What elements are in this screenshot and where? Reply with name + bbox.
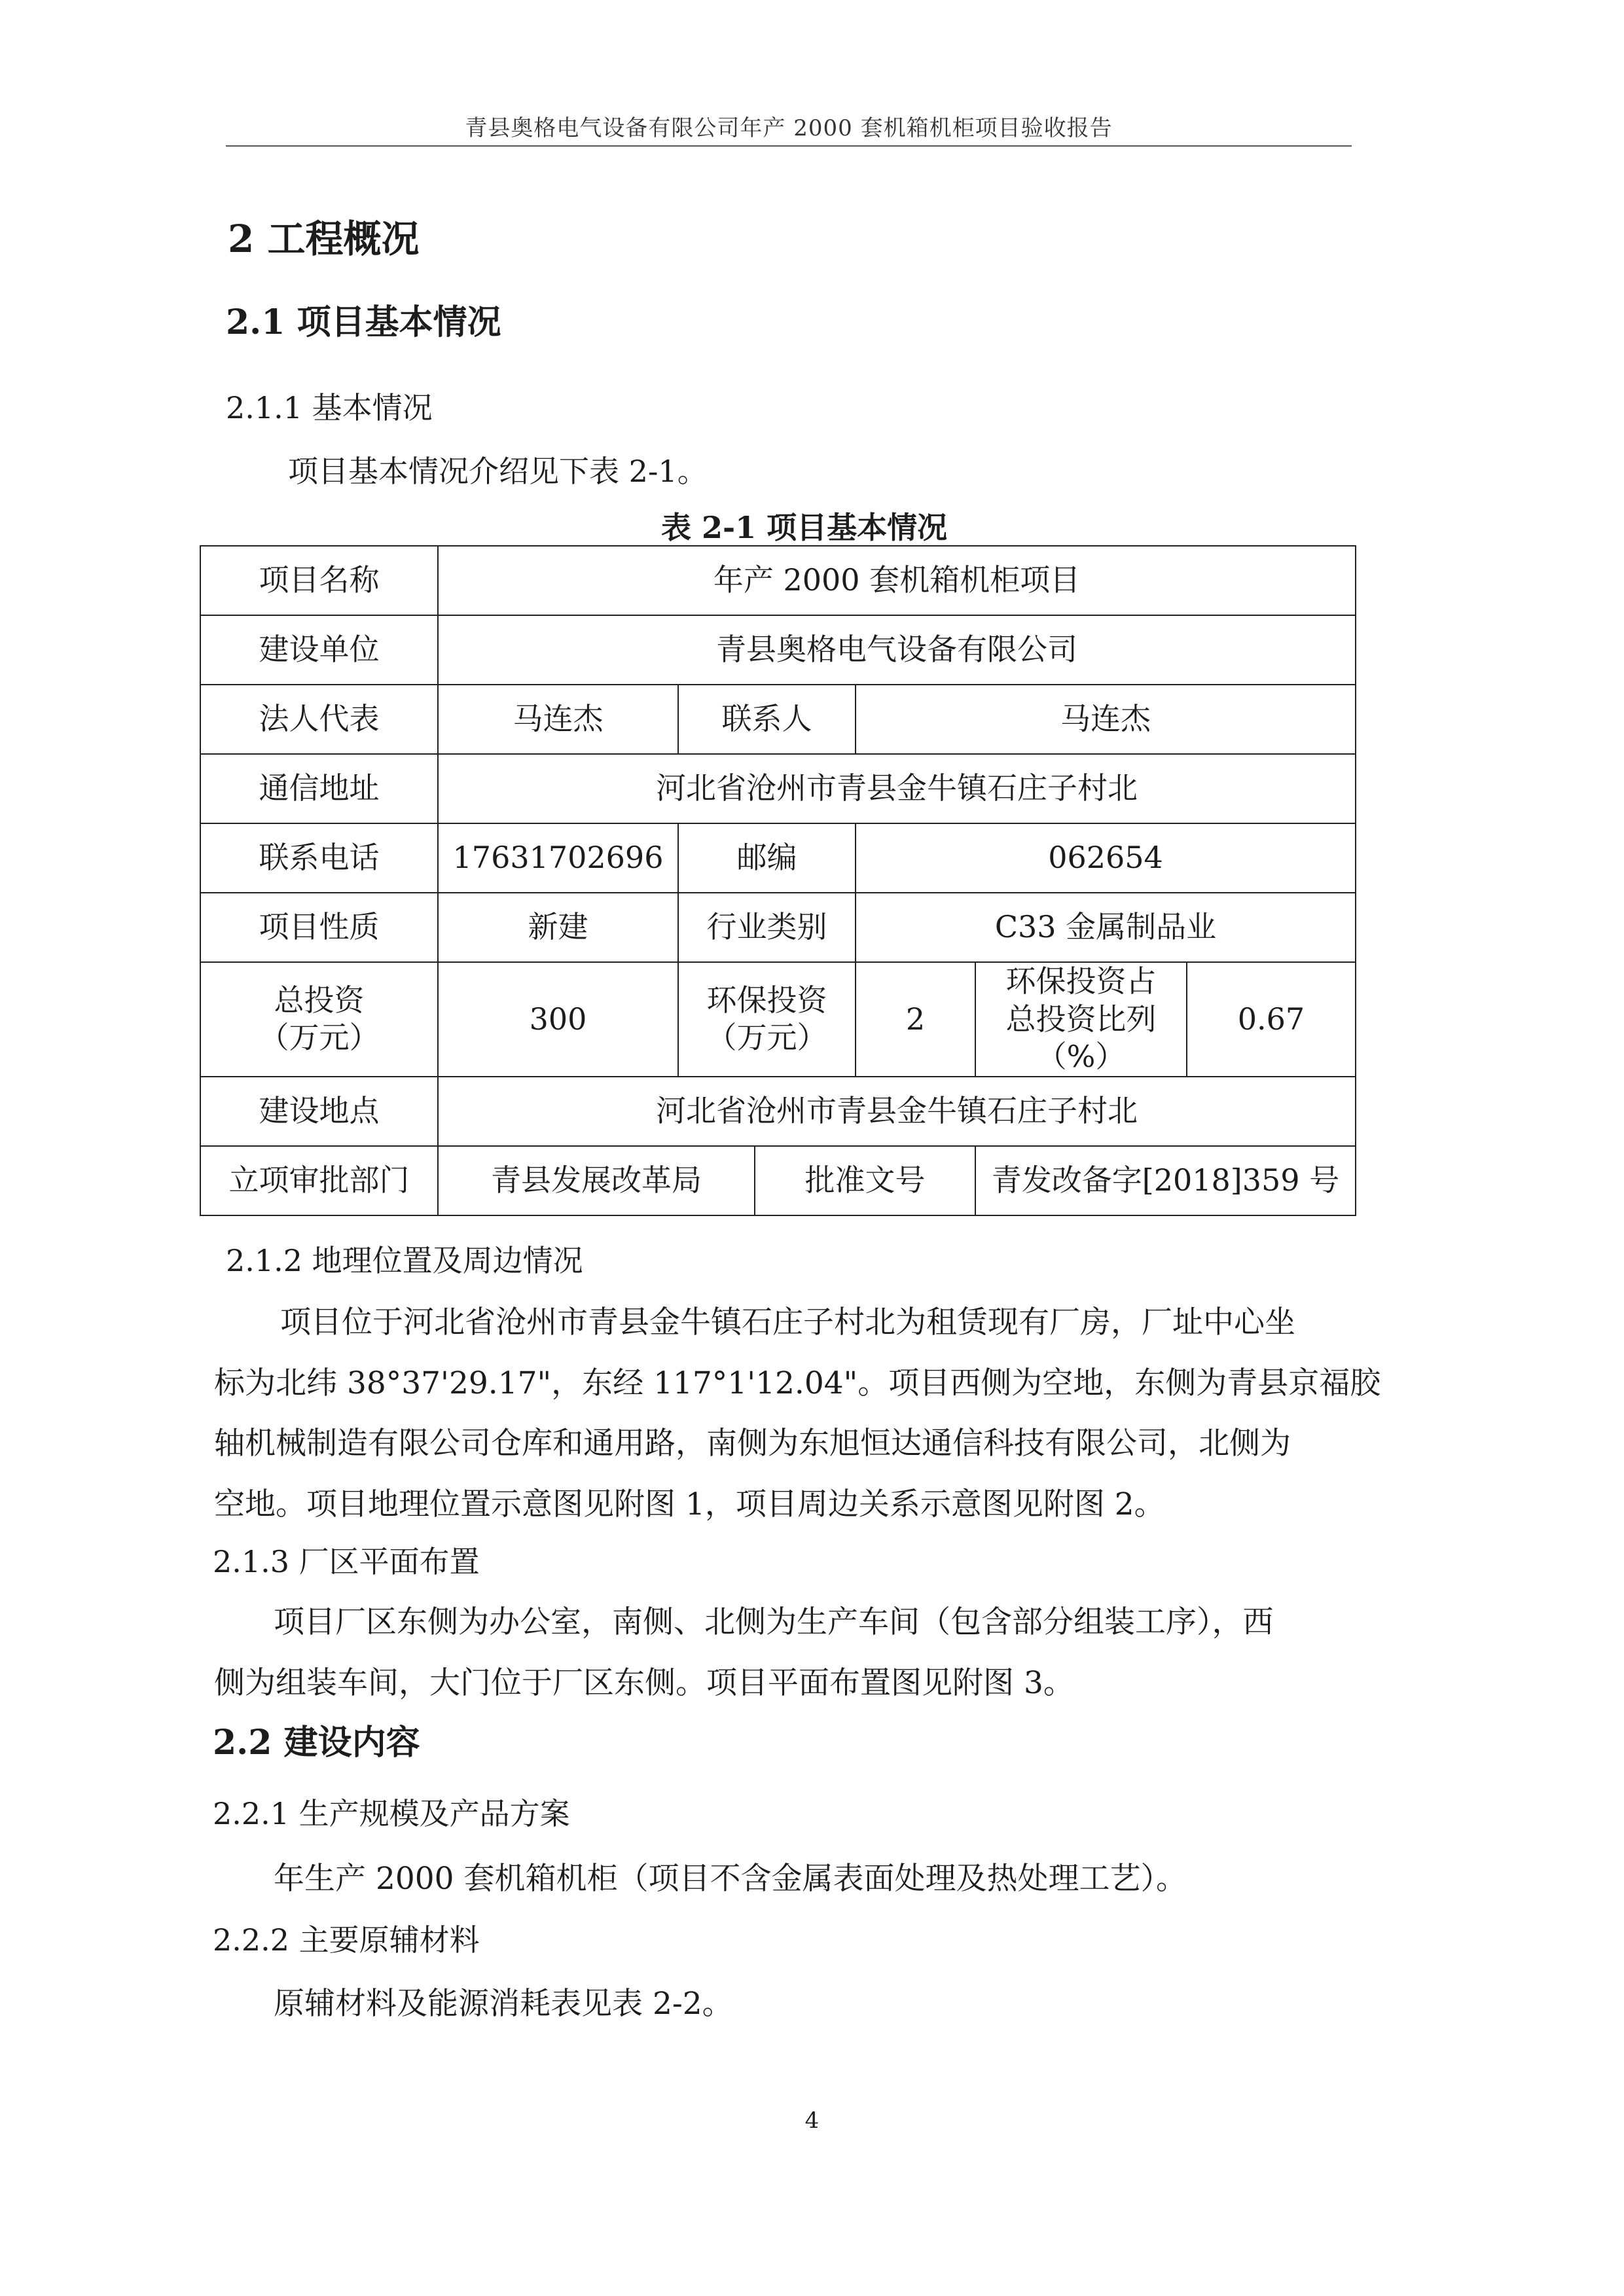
legal-rep-value: 马连杰	[438, 685, 678, 754]
paragraph-line: 原辅材料及能源消耗表见表 2-2。	[274, 1986, 733, 2022]
builder-value: 青县奥格电气设备有限公司	[438, 615, 1356, 685]
ratio-label-line2: 总投资比列	[1005, 1001, 1157, 1037]
postcode-label: 邮编	[678, 823, 856, 893]
paragraph-line: 空地。项目地理位置示意图见附图 1，项目周边关系示意图见附图 2。	[214, 1486, 1165, 1522]
builder-label: 建设单位	[200, 615, 438, 685]
phone-label: 联系电话	[200, 823, 438, 893]
site-label: 建设地点	[200, 1077, 438, 1146]
ratio-value: 0.67	[1187, 962, 1356, 1077]
section-2-heading: 2 工程概况	[228, 217, 420, 261]
ratio-label	[975, 962, 1187, 1077]
table-row	[200, 685, 1356, 754]
legal-rep-label: 法人代表	[200, 685, 438, 754]
contact-label: 联系人	[678, 685, 856, 754]
header-rule	[226, 145, 1352, 147]
table-row	[200, 823, 1356, 893]
project-name-value: 年产 2000 套机箱机柜项目	[438, 546, 1356, 615]
section-2-1-3-heading: 2.1.3 厂区平面布置	[213, 1544, 480, 1579]
nature-label: 项目性质	[200, 893, 438, 962]
section-2-1-heading: 2.1 项目基本情况	[226, 302, 501, 342]
env-invest-value: 2	[856, 962, 975, 1077]
section-2-2-2-heading: 2.2.2 主要原辅材料	[213, 1922, 480, 1958]
env-invest-label-line2: （万元）	[706, 1020, 827, 1056]
section-2-2-1-heading: 2.2.1 生产规模及产品方案	[213, 1796, 570, 1831]
paragraph-line: 轴机械制造有限公司仓库和通用路，南侧为东旭恒达通信科技有限公司，北侧为	[214, 1426, 1291, 1462]
approval-no-label: 批准文号	[755, 1146, 975, 1215]
industry-value: C33 金属制品业	[856, 893, 1356, 962]
contact-value: 马连杰	[856, 685, 1356, 754]
address-label: 通信地址	[200, 754, 438, 823]
table-row	[200, 615, 1356, 685]
paragraph-line: 项目厂区东侧为办公室，南侧、北侧为生产车间（包含部分组装工序），西	[274, 1604, 1274, 1640]
approval-dept-label: 立项审批部门	[200, 1146, 438, 1215]
env-invest-label-line1: 环保投资	[706, 982, 827, 1018]
table-row	[200, 962, 1356, 1077]
total-invest-label-line2: （万元）	[259, 1020, 380, 1056]
table-row	[200, 1077, 1356, 1146]
table-intro-text: 项目基本情况介绍见下表 2-1。	[288, 454, 708, 489]
table-row	[200, 893, 1356, 962]
approval-dept-value: 青县发展改革局	[438, 1146, 755, 1215]
project-info-table	[200, 545, 1356, 1216]
ratio-label-line3: （%）	[1036, 1039, 1126, 1074]
approval-no-value: 青发改备字[2018]359 号	[975, 1146, 1356, 1215]
total-invest-value: 300	[438, 962, 678, 1077]
project-name-label: 项目名称	[200, 546, 438, 615]
table-row	[200, 1146, 1356, 1215]
site-value: 河北省沧州市青县金牛镇石庄子村北	[438, 1077, 1356, 1146]
page-number: 4	[804, 2108, 820, 2134]
section-2-1-2-heading: 2.1.2 地理位置及周边情况	[226, 1243, 583, 1278]
section-2-2-heading: 2.2 建设内容	[213, 1723, 420, 1763]
table-row	[200, 754, 1356, 823]
paragraph-line: 年生产 2000 套机箱机柜（项目不含金属表面处理及热处理工艺）。	[274, 1861, 1187, 1897]
env-invest-label	[678, 962, 856, 1077]
industry-label: 行业类别	[678, 893, 856, 962]
total-invest-label-line1: 总投资	[274, 982, 365, 1018]
paragraph-line: 侧为组装车间，大门位于厂区东侧。项目平面布置图见附图 3。	[214, 1665, 1074, 1701]
paragraph-line: 项目位于河北省沧州市青县金牛镇石庄子村北为租赁现有厂房，厂址中心坐	[280, 1304, 1295, 1340]
section-2-1-1-heading: 2.1.1 基本情况	[226, 390, 433, 425]
address-value: 河北省沧州市青县金牛镇石庄子村北	[438, 754, 1356, 823]
nature-value: 新建	[438, 893, 678, 962]
postcode-value: 062654	[856, 823, 1356, 893]
total-invest-label	[200, 962, 438, 1077]
page-header: 青县奥格电气设备有限公司年产 2000 套机箱机柜项目验收报告	[465, 115, 1113, 141]
ratio-label-line1: 环保投资占	[1005, 963, 1157, 999]
paragraph-line: 标为北纬 38°37'29.17"，东经 117°1'12.04"。项目西侧为空地，东侧为青县京福胶	[214, 1365, 1381, 1401]
table-row	[200, 546, 1356, 615]
table-caption: 表 2-1 项目基本情况	[661, 510, 948, 545]
phone-value: 17631702696	[438, 823, 678, 893]
